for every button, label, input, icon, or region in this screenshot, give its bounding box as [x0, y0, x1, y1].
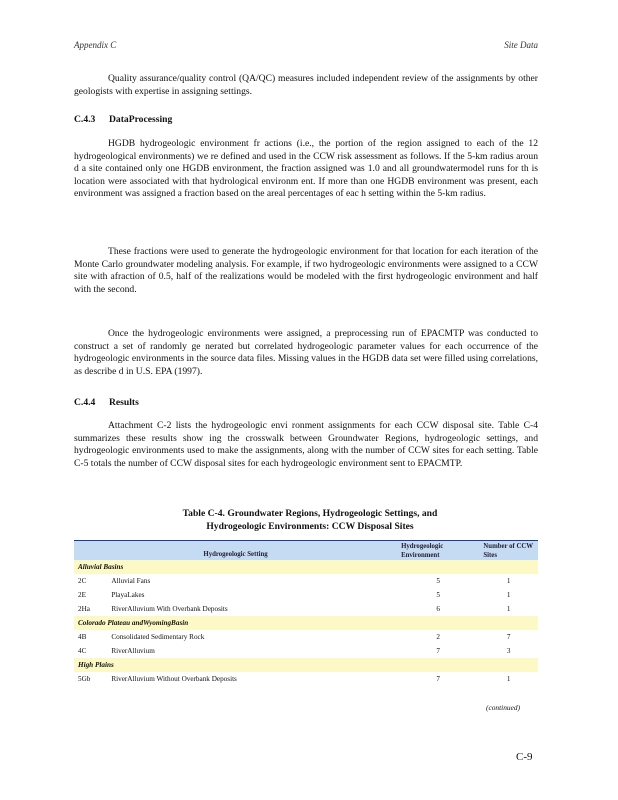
section-number: C.4.4: [74, 397, 96, 408]
table-row: [74, 588, 538, 602]
setting-code-cell: 4B: [78, 633, 87, 641]
environment-cell: 6: [436, 605, 441, 613]
setting-code-cell: 2E: [78, 591, 86, 599]
section-heading-results: [74, 397, 139, 408]
paragraph-hgdb-fractions: HGDB hydrogeologic environment fr actions (i.e., the portion of the region assigned to each of the 12 hydrogeological environments) we re defined and used in the CCW risk assessment as follows. If the 5-km radius aroun d a site contained only one HGDB environment, the fraction assigned was 1.0 and all groundwatermodel runs for th is location were associated with that hydrological environm ent. If more than one HGDB environment was present, each environment was assigned a fraction based on the areal percentages of eac h setting within the 5-km radius.: [74, 138, 538, 200]
column-header-setting: Hydrogeologic Setting: [74, 541, 397, 561]
environment-cell: 5: [436, 591, 441, 599]
setting-name-cell: PlayaLakes: [111, 591, 145, 599]
setting-code-cell: 5Gb: [78, 675, 91, 683]
table-group-label: High Plains: [74, 658, 538, 672]
section-heading-data-processing: [74, 114, 172, 125]
paragraph-preprocessing: Once the hydrogeologic environments were assigned, a preprocessing run of EPACMTP was conducted to construct a set of randomly ge nerated but correlated hydrogeologic parameter values for each occurrence of the hydrogeologic environments in the source data files. Missing values in the HGDB data set were filled using correlations, as describe d in U.S. EPA (1997).: [74, 328, 538, 377]
page-number: C-9: [516, 751, 533, 763]
site-count-cell: 1: [506, 591, 511, 599]
environment-cell: 7: [436, 675, 441, 683]
site-count-cell: 1: [506, 675, 511, 683]
setting-code-cell: 2C: [78, 577, 87, 585]
running-header-left: Appendix C: [74, 40, 117, 50]
section-number: C.4.3: [74, 114, 96, 125]
table-row: [74, 672, 538, 686]
column-header-environment: Hydrogeologic Environment: [397, 541, 479, 561]
paragraph-results: Attachment C-2 lists the hydrogeologic envi ronment assignments for each CCW disposal site. Table C-4 summarizes these results show ing the crosswalk between Groundwater Regions, hydrogeologic settings, and hydrogeologic environments used to make the assignments, along with the number of CCW sites for each setting. Table C-5 totals the number of CCW disposal sites for each hydrogeologic environment sent to EPACMTP.: [74, 420, 538, 469]
site-count-cell: 1: [506, 605, 511, 613]
setting-name-cell: RiverAlluvium With Overbank Deposits: [111, 605, 228, 613]
setting-name-cell: Alluvial Fans: [111, 577, 151, 585]
site-count-cell: 1: [506, 577, 511, 585]
table-group-row: [74, 616, 538, 630]
table-row: [74, 574, 538, 588]
environment-cell: 2: [436, 633, 441, 641]
setting-name-cell: RiverAlluvium Without Overbank Deposits: [111, 675, 237, 683]
environment-cell: 7: [436, 647, 441, 655]
table-c4: [74, 540, 538, 686]
column-header-count: Number of CCW Sites: [479, 541, 538, 561]
section-title: Results: [109, 397, 139, 408]
setting-name-cell: Consolidated Sedimentary Rock: [111, 633, 205, 641]
paragraph-fractions-usage: These fractions were used to generate the hydrogeologic environment for that location for each iteration of the Monte Carlo groundwater modeling analysis. For example, if two hydrogeologic environments were assigned to a CCW site with afraction of 0.5, half of the realizations would be modeled with the first hydrogeologic environment and half with the second.: [74, 246, 538, 295]
section-title: DataProcessing: [109, 114, 173, 125]
table-row: [74, 644, 538, 658]
setting-code-cell: 4C: [78, 647, 87, 655]
table-caption-line: Table C-4. Groundwater Regions, Hydrogeologic Settings, and: [182, 508, 438, 519]
table-continued-note: (continued): [486, 703, 521, 712]
table-caption-line: Hydrogeologic Environments: CCW Disposal Sites: [206, 520, 414, 532]
table-group-label: Alluvial Basins: [74, 560, 538, 574]
table-group-row: [74, 658, 538, 672]
setting-name-cell: RiverAlluvium: [111, 647, 155, 655]
environment-cell: 5: [436, 577, 441, 585]
table-caption: [140, 508, 480, 533]
paragraph-qa-qc: Quality assurance/quality control (QA/QC) measures included independent review of the assignments by other geologists with expertise in assigning settings.: [74, 73, 538, 97]
setting-code-cell: 2Ha: [78, 605, 90, 613]
site-count-cell: 3: [506, 647, 511, 655]
running-header-right: Site Data: [504, 40, 538, 50]
table-row: [74, 602, 538, 616]
site-count-cell: 7: [506, 633, 511, 641]
table-row: [74, 630, 538, 644]
table-group-label: Colorado Plateau andWyomingBasin: [74, 616, 538, 630]
table-group-row: [74, 560, 538, 574]
